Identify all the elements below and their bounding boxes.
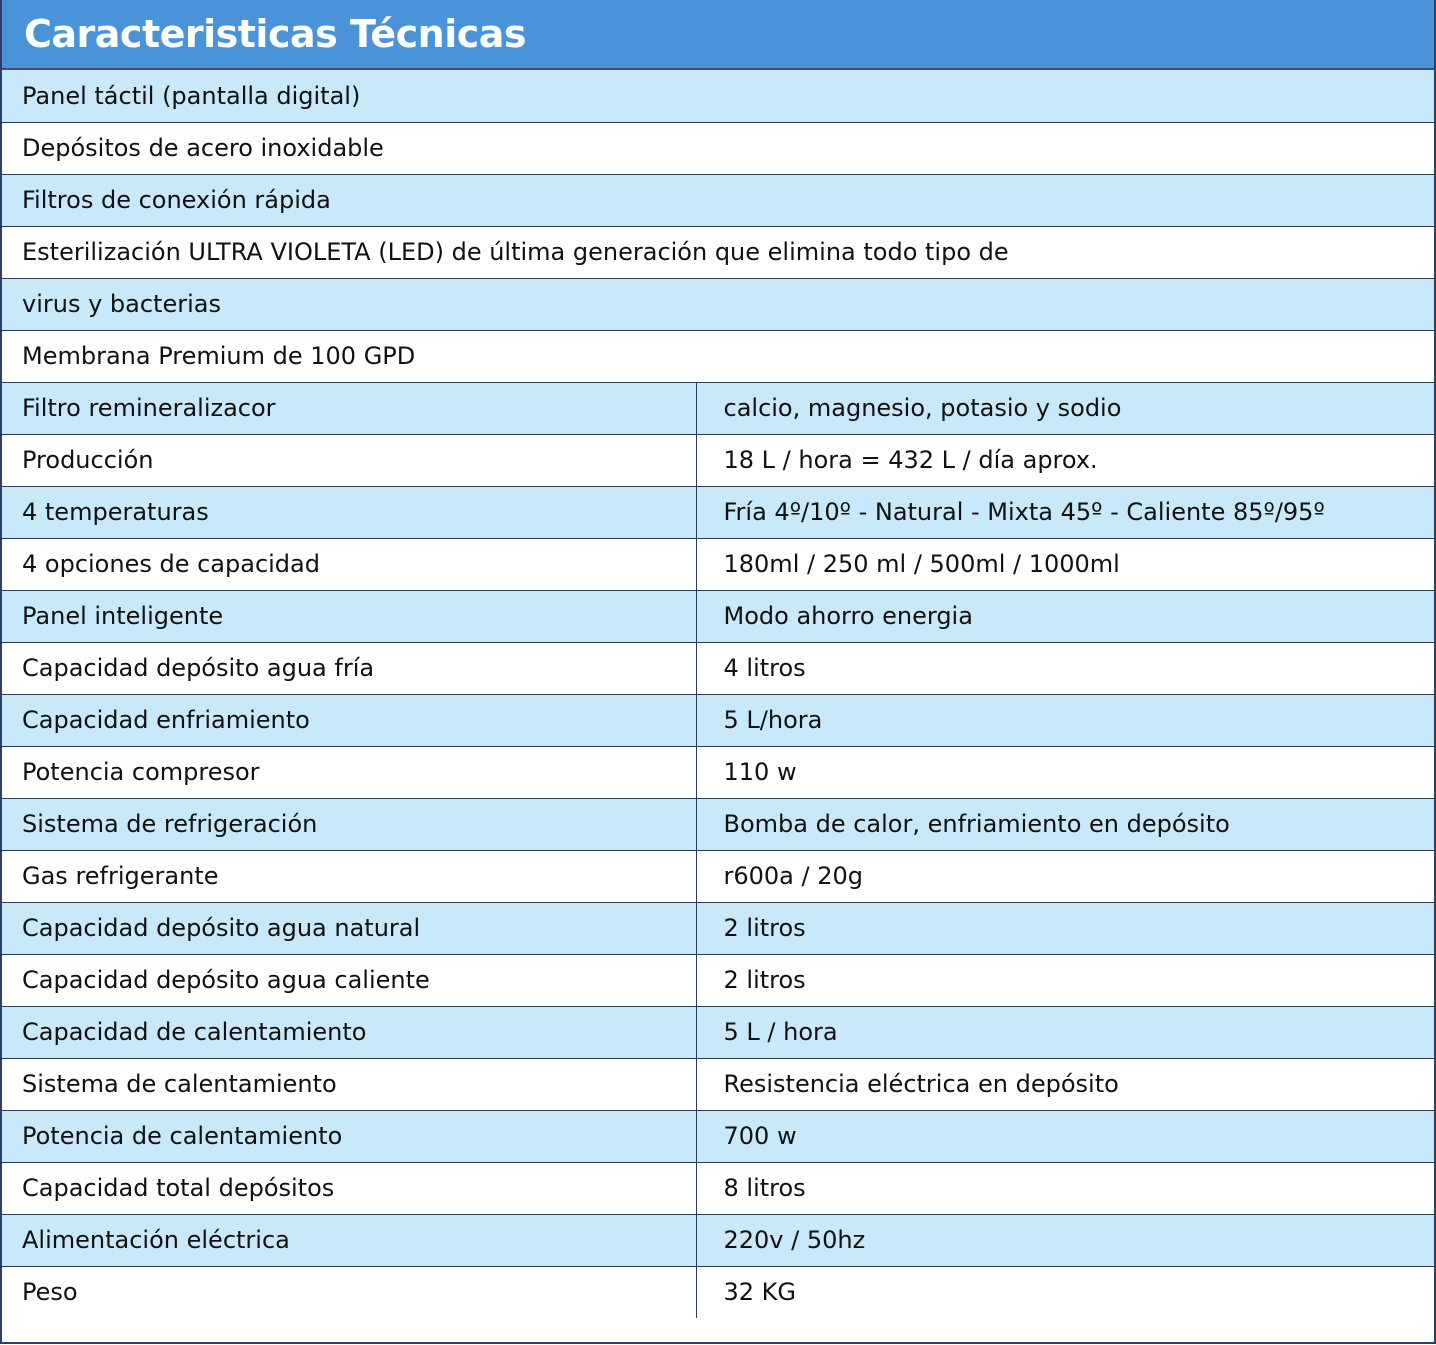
spec-label: Sistema de calentamiento (2, 1058, 696, 1110)
spec-value: 180ml / 250 ml / 500ml / 1000ml (696, 538, 1434, 590)
spec-label: Potencia compresor (2, 746, 696, 798)
spec-row (2, 1110, 1434, 1162)
spec-table-body (2, 70, 1434, 1318)
spec-label: Potencia de calentamiento (2, 1110, 696, 1162)
spec-row (2, 1006, 1434, 1058)
spec-value: 220v / 50hz (696, 1214, 1434, 1266)
spec-row (2, 382, 1434, 434)
spec-row (2, 1266, 1434, 1318)
spec-label: Peso (22, 1278, 78, 1307)
page-title: Caracteristicas Técnicas (24, 12, 527, 56)
spec-row (2, 798, 1434, 850)
spec-label: Panel inteligente (2, 590, 696, 642)
feature-row (2, 174, 1434, 226)
spec-label: Capacidad depósito agua natural (2, 902, 696, 954)
spec-label: Sistema de refrigeración (2, 798, 696, 850)
spec-value: calcio, magnesio, potasio y sodio (696, 382, 1434, 434)
spec-row (2, 1162, 1434, 1214)
feature-row (2, 278, 1434, 330)
feature-text: Filtros de conexión rápida (2, 174, 1434, 226)
spec-value: 8 litros (696, 1162, 1434, 1214)
spec-row (2, 486, 1434, 538)
title-bar (2, 0, 1434, 70)
spec-value: Resistencia eléctrica en depósito (696, 1058, 1434, 1110)
spec-row (2, 694, 1434, 746)
spec-row (2, 590, 1434, 642)
feature-text: Depósitos de acero inoxidable (2, 122, 1434, 174)
spec-value: 32 KG (696, 1266, 1434, 1318)
spec-value: Bomba de calor, enfriamiento en depósito (696, 798, 1434, 850)
spec-value: 700 w (696, 1110, 1434, 1162)
spec-label: 4 opciones de capacidad (2, 538, 696, 590)
spec-value: 5 L/hora (696, 694, 1434, 746)
spec-value: 2 litros (696, 954, 1434, 1006)
spec-value: 110 w (696, 746, 1434, 798)
spec-row (2, 902, 1434, 954)
spec-value: 18 L / hora = 432 L / día aprox. (696, 434, 1434, 486)
spec-row (2, 1058, 1434, 1110)
spec-row (2, 642, 1434, 694)
feature-text: Panel táctil (pantalla digital) (2, 70, 1434, 122)
spec-row (2, 1214, 1434, 1266)
spec-label: Alimentación eléctrica (2, 1214, 696, 1266)
spec-value: Fría 4º/10º - Natural - Mixta 45º - Caliente 85º/95º (696, 486, 1434, 538)
spec-label: Filtro remineralizacor (2, 382, 696, 434)
spec-label: Capacidad de calentamiento (2, 1006, 696, 1058)
feature-row (2, 330, 1434, 382)
spec-label: Capacidad enfriamiento (2, 694, 696, 746)
spec-row (2, 954, 1434, 1006)
feature-row (2, 122, 1434, 174)
spec-label: Gas refrigerante (2, 850, 696, 902)
spec-label: Capacidad depósito agua caliente (2, 954, 696, 1006)
spec-row (2, 434, 1434, 486)
spec-row (2, 538, 1434, 590)
spec-row (2, 746, 1434, 798)
spec-value: 5 L / hora (696, 1006, 1434, 1058)
feature-text: Esterilización ULTRA VIOLETA (LED) de última generación que elimina todo tipo de (2, 226, 1434, 278)
spec-label: 4 temperaturas (2, 486, 696, 538)
feature-text: virus y bacterias (2, 278, 1434, 330)
spec-row (2, 850, 1434, 902)
spec-value: 4 litros (696, 642, 1434, 694)
feature-text: Membrana Premium de 100 GPD (2, 330, 1434, 382)
spec-value: 2 litros (696, 902, 1434, 954)
spec-label: Producción (2, 434, 696, 486)
spec-table (2, 70, 1434, 1318)
feature-row (2, 226, 1434, 278)
spec-label: Capacidad depósito agua fría (2, 642, 696, 694)
spec-label: Capacidad total depósitos (2, 1162, 696, 1214)
feature-row (2, 70, 1434, 122)
spec-value: r600a / 20g (696, 850, 1434, 902)
spec-value: Modo ahorro energia (696, 590, 1434, 642)
